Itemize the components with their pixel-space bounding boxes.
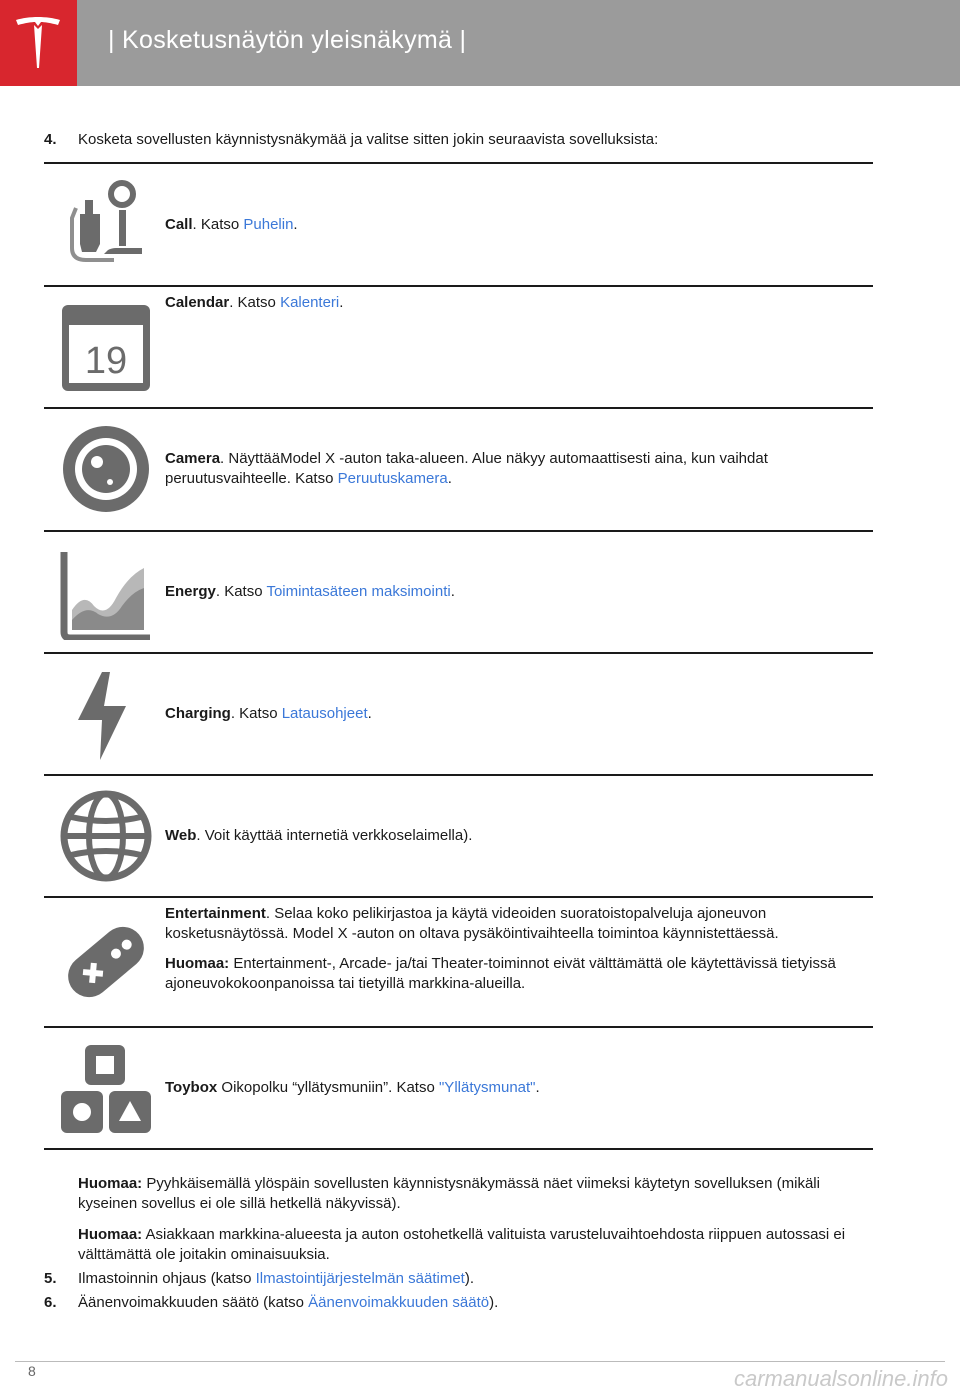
app-text: . Katso <box>215 583 267 600</box>
app-link[interactable]: Puhelin <box>243 216 294 233</box>
note <box>78 1174 878 1214</box>
app-name: Energy <box>165 583 216 600</box>
app-link[interactable]: Kalenteri <box>280 294 340 311</box>
app-text-end: . <box>293 216 298 233</box>
table-row <box>44 285 873 407</box>
app-name: Call <box>165 216 193 233</box>
note-label: Huomaa: <box>78 1175 143 1192</box>
phone-icon <box>54 172 158 276</box>
app-text-end: . <box>367 705 372 722</box>
gamepad-icon <box>54 910 158 1014</box>
app-description <box>165 582 863 602</box>
energy-icon <box>54 542 158 646</box>
list-item <box>44 1293 874 1313</box>
camera-icon <box>54 417 158 521</box>
app-name: Camera <box>165 450 221 467</box>
web-icon <box>54 784 158 888</box>
toybox-icon <box>54 1038 158 1142</box>
footer-divider <box>15 1361 945 1362</box>
app-description <box>165 449 863 489</box>
step-text-end: ). <box>464 1270 475 1287</box>
page-header <box>0 0 960 86</box>
step-number: 6. <box>44 1294 57 1311</box>
app-description <box>165 293 863 313</box>
note-text: Asiakkaan markkina-alueesta ja auton ostohetkellä valituista varusteluvaihtoehdosta riippuen autossasi ei välttämättä ole joitakin ominaisuuksia. <box>78 1226 846 1263</box>
tesla-logo <box>0 0 77 86</box>
step-number: 4. <box>44 131 57 148</box>
app-link[interactable]: Latausohjeet <box>281 705 368 722</box>
table-row <box>44 774 873 896</box>
app-name: Calendar <box>165 294 230 311</box>
app-text-end: . <box>450 583 455 600</box>
app-text: Oikopolku “yllätysmuniin”. Katso <box>217 1079 439 1096</box>
app-description <box>165 826 863 846</box>
app-text: . Katso <box>192 216 244 233</box>
app-text-end: . <box>447 470 452 487</box>
table-row <box>44 1026 873 1150</box>
step-text: Ilmastoinnin ohjaus (katso <box>78 1270 256 1287</box>
app-link[interactable]: Peruutuskamera <box>337 470 448 487</box>
app-text: . Selaa koko pelikirjastoa ja käytä videoiden suoratoistopalveluja ajoneuvon kosketusnäytössä. Model X -auton on oltava pysäköintivaihteella toimintoa käynnistettäessä. <box>165 905 779 942</box>
note-label: Huomaa: <box>78 1226 143 1243</box>
app-text: . Voit käyttää internetiä verkkoselaimella). <box>196 827 473 844</box>
step-number: 5. <box>44 1270 57 1287</box>
calendar-day: 19 <box>84 340 128 382</box>
app-link[interactable]: Toimintasäteen maksimointi <box>266 583 451 600</box>
note-label: Huomaa: <box>165 955 230 972</box>
app-description <box>165 215 863 235</box>
app-link[interactable]: "Yllätysmunat" <box>438 1079 536 1096</box>
table-row <box>44 652 873 774</box>
watermark: carmanualsonline.info <box>733 1366 948 1391</box>
step-text: Äänenvoimakkuuden säätö (katso <box>78 1294 309 1311</box>
app-text: . Katso <box>229 294 281 311</box>
table-row <box>44 530 873 652</box>
note <box>78 1225 878 1265</box>
app-description <box>165 704 863 724</box>
note-text: Pyyhkäisemällä ylöspäin sovellusten käynnistysnäkymässä näet viimeksi käytetyn sovelluksen (mikäli kyseinen sovellus ei ole sillä hetkellä näkyvissä). <box>78 1175 820 1212</box>
app-text: . NäyttääModel X -auton taka-alueen. Alue näkyy automaattisesti aina, kun vaihdat peruutusvaihteelle. Katso <box>165 450 768 487</box>
app-name: Toybox <box>165 1079 218 1096</box>
table-row <box>44 407 873 530</box>
table-row <box>44 162 873 285</box>
app-name: Entertainment <box>165 905 266 922</box>
tesla-logo-icon <box>13 16 63 70</box>
app-name: Web <box>165 827 197 844</box>
step-text-end: ). <box>489 1294 499 1311</box>
page-number: 8 <box>28 1363 36 1379</box>
step-text: Kosketa sovellusten käynnistysnäkymää ja valitse sitten jokin seuraavista sovelluksista: <box>78 131 659 148</box>
list-item <box>44 1269 874 1289</box>
app-text-end: . <box>535 1079 540 1096</box>
step-link[interactable]: Ilmastointijärjestelmän säätimet <box>255 1270 465 1287</box>
note-text: Entertainment-, Arcade- ja/tai Theater-toiminnot eivät välttämättä ole käytettävissä tietyissä ajoneuvokokoonpanoissa tai tietyillä markkina-alueilla. <box>165 955 836 992</box>
app-name: Charging <box>165 705 231 722</box>
apps-table <box>44 162 873 1150</box>
page-title: | Kosketusnäytön yleisnäkymä | <box>108 26 467 54</box>
table-row <box>44 896 873 1026</box>
calendar-icon <box>54 295 158 399</box>
app-text-end: . <box>339 294 344 311</box>
app-description <box>165 1078 863 1098</box>
intro-step <box>44 130 874 150</box>
app-text: . Katso <box>230 705 282 722</box>
charging-icon <box>54 664 158 768</box>
step-link[interactable]: Äänenvoimakkuuden säätö <box>308 1294 490 1311</box>
app-description <box>165 904 863 1004</box>
